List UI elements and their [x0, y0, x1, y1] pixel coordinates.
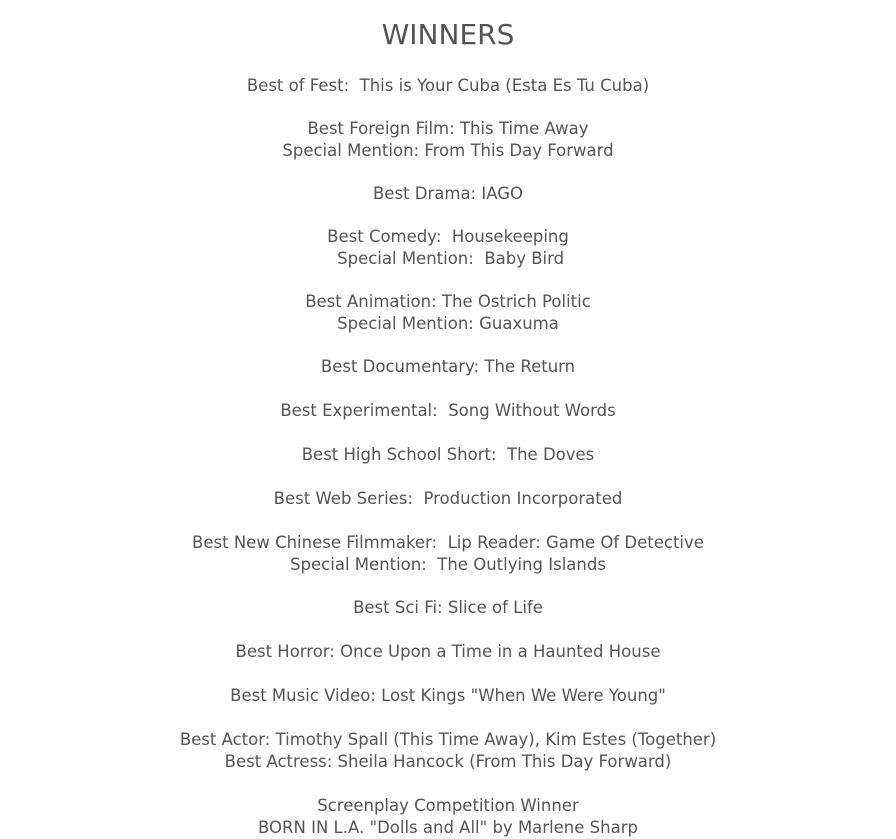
award-line: Best Horror: Once Upon a Time in a Haunted House [235, 642, 661, 661]
award-line: Screenplay Competition Winner [317, 796, 579, 815]
award-line: Best Actor: Timothy Spall (This Time Away), Kim Estes (Together) [179, 730, 717, 749]
award-best-of-fest [0, 75, 896, 97]
special-mention-line: Special Mention: Baby Bird [331, 249, 565, 268]
award-best-high-school-short [0, 444, 896, 466]
award-best-horror [0, 641, 896, 663]
award-line: Best Animation: The Ostrich Politic [305, 292, 591, 311]
award-line: Best Sci Fi: Slice of Life [353, 598, 543, 617]
award-best-animation [0, 291, 896, 335]
award-best-sci-fi [0, 597, 896, 619]
award-line: Best New Chinese Filmmaker: Lip Reader: Game Of Detective [192, 533, 704, 552]
award-line: Best Actress: Sheila Hancock (From This Day Forward) [224, 752, 672, 771]
award-best-web-series [0, 488, 896, 510]
special-mention-line: Special Mention: The Outlying Islands [290, 555, 606, 574]
award-best-music-video [0, 685, 896, 707]
award-line: Best Foreign Film: This Time Away [307, 119, 589, 138]
award-line: Best Comedy: Housekeeping [327, 227, 569, 246]
award-line: Best Music Video: Lost Kings "When We Were Young" [230, 686, 666, 705]
award-line: Best of Fest: This is Your Cuba (Esta Es Tu Cuba) [246, 76, 650, 95]
award-best-drama [0, 183, 896, 205]
award-line: Best High School Short: The Doves [301, 445, 595, 464]
award-best-documentary [0, 356, 896, 378]
page-title: WINNERS [381, 18, 515, 51]
award-line: Best Documentary: The Return [320, 357, 576, 376]
award-best-actor-actress [0, 729, 896, 773]
awards-list [0, 75, 896, 839]
award-screenplay-competition [0, 795, 896, 839]
special-mention-line: Special Mention: From This Day Forward [282, 141, 614, 160]
award-best-experimental [0, 400, 896, 422]
award-line: Best Drama: IAGO [372, 184, 523, 203]
special-mention-line: Special Mention: Guaxuma [337, 314, 559, 333]
award-line: Best Experimental: Song Without Words [280, 401, 616, 420]
award-best-comedy [0, 226, 896, 270]
award-line: BORN IN L.A. "Dolls and All" by Marlene Sharp [258, 818, 638, 837]
award-best-foreign-film [0, 118, 896, 162]
award-best-new-chinese-filmmaker [0, 532, 896, 576]
award-line: Best Web Series: Production Incorporated [273, 489, 623, 508]
